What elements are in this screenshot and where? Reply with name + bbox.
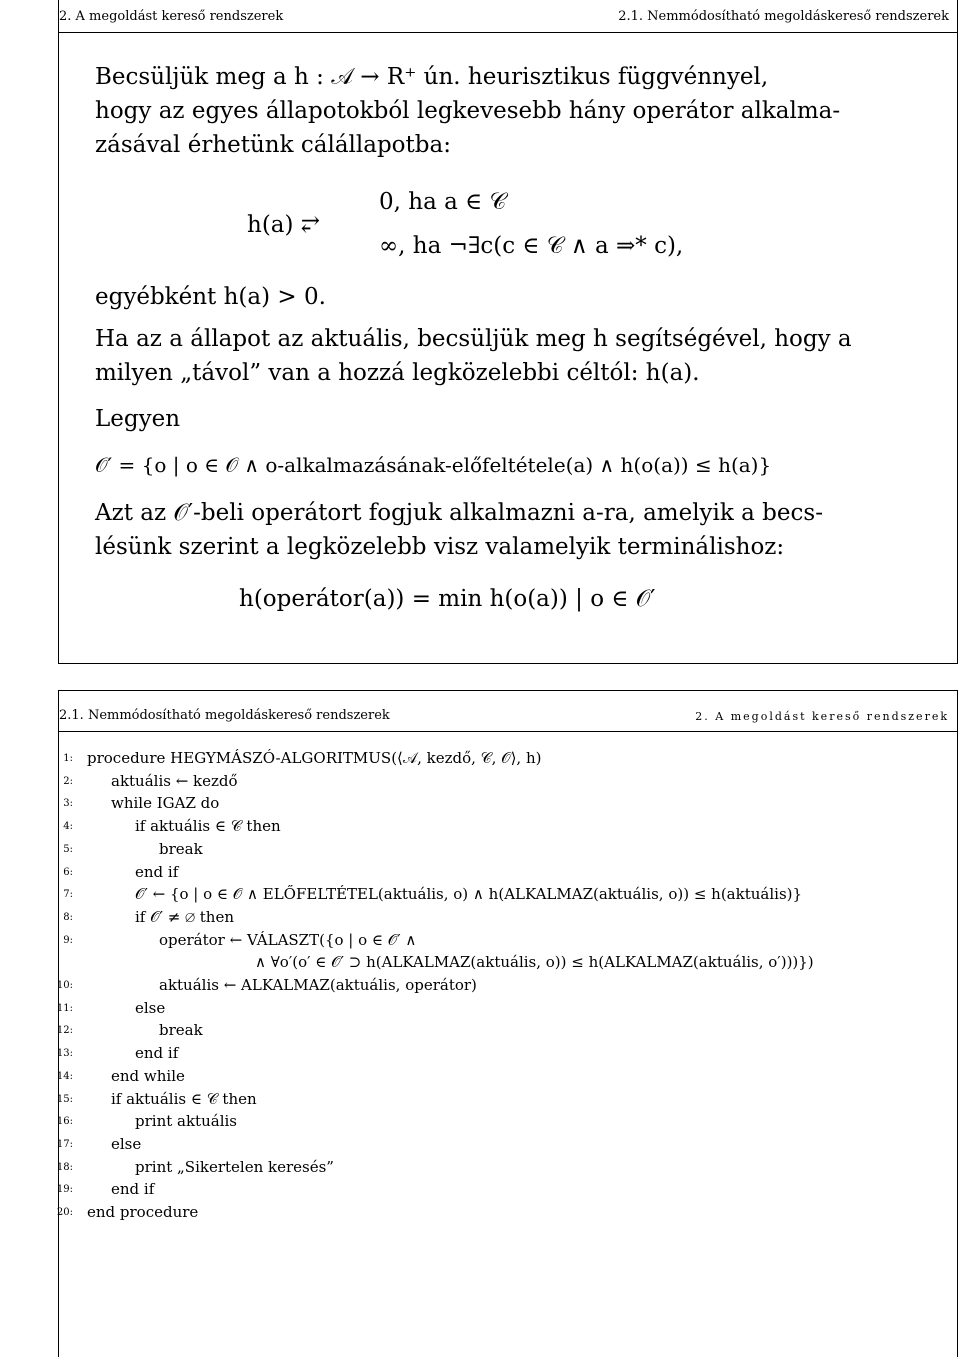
line-number: 16: [56, 1116, 73, 1128]
line-number: 12: [56, 1025, 73, 1037]
line-code: end while [111, 1066, 185, 1085]
line-code: procedure HEGYMÁSZÓ-ALGORITMUS(⟨𝒜, kezdő, 𝒞, 𝒪⟩, h) [87, 749, 542, 767]
legyen-label: Legyen [95, 406, 181, 432]
intro-paragraph [95, 60, 840, 162]
line-number: 8: [63, 911, 73, 923]
second-line-1: Ha az a állapot az aktuális, becsüljük meg h segítségével, hogy a [95, 326, 852, 352]
line-code: print „Sikertelen keresés” [135, 1157, 334, 1176]
line-number: 2: [63, 775, 73, 787]
third-line-2: lésünk szerint a legközelebb visz valamelyik terminálishoz: [95, 534, 785, 560]
line-number: 15: [56, 1093, 73, 1105]
line-code: aktuális ← kezdő [111, 771, 238, 790]
algorithm-line [56, 1112, 959, 1135]
slide-1-header [59, 0, 957, 33]
algorithm-line [56, 1180, 959, 1203]
line-number: 19: [56, 1184, 73, 1196]
line-number: 7: [63, 889, 73, 901]
line-number: 18: [56, 1161, 73, 1173]
line-code: ∧ ∀o′(o′ ∈ 𝒪′ ⊃ h(ALKALMAZ(aktuális, o)) ≤ h(ALKALMAZ(aktuális, o′)))}) [255, 953, 814, 972]
slide-1 [58, 0, 958, 664]
line-number: 6: [63, 866, 73, 878]
slide-1-header-right: 2.1. Nemmódosítható megoldáskereső rendszerek [618, 9, 949, 24]
intro-line-2: hogy az egyes állapotokból legkevesebb hány operátor alkalma- [95, 98, 841, 124]
algorithm-line [56, 1021, 959, 1044]
algorithm-line [56, 1044, 959, 1067]
otherwise-line: egyébként h(a) > 0. [95, 284, 326, 310]
algorithm-line [59, 840, 959, 863]
algorithm-line [59, 953, 959, 976]
line-code: operátor ← VÁLASZT({o | o ∈ 𝒪′ ∧ [159, 930, 417, 949]
line-number: 1: [63, 753, 73, 764]
line-code: end if [135, 862, 179, 881]
algorithm-line [59, 931, 959, 954]
line-number: 3: [63, 798, 73, 810]
third-paragraph [95, 496, 823, 564]
line-number: 14: [56, 1070, 73, 1082]
line-number: 9: [63, 934, 73, 946]
slide-2 [58, 690, 958, 1357]
algorithm-line [59, 749, 959, 772]
line-number: 13: [56, 1048, 73, 1060]
second-paragraph [95, 322, 852, 390]
set-definition: 𝒪′ = {o | o ∈ 𝒪 ∧ o-alkalmazásának-előfeltétele(a) ∧ h(o(a)) ≤ h(a)} [95, 453, 772, 477]
line-code: if aktuális ∈ 𝒞 then [135, 817, 281, 836]
line-code: if 𝒪′ ≠ ∅ then [135, 907, 235, 926]
h-definition-lhs: h(a) ⥂ [247, 212, 321, 238]
algorithm-line [56, 1157, 959, 1181]
algorithm-line [56, 1134, 959, 1158]
line-number: 11: [56, 1002, 73, 1014]
slide-2-header-right: 2. A megoldást kereső rendszerek [695, 710, 949, 723]
h-case-2: ∞, ha ¬∃c(c ∈ 𝒞 ∧ a ⇒* c), [379, 233, 684, 259]
h-case-1: 0, ha a ∈ 𝒞 [379, 189, 507, 215]
line-code: print aktuális [135, 1112, 237, 1131]
slide-2-header-left: 2.1. Nemmódosítható megoldáskereső rendszerek [59, 708, 390, 723]
algorithm-line [56, 976, 959, 999]
slide-2-header [59, 691, 957, 732]
line-number: 10: [56, 980, 73, 991]
algorithm-line [59, 863, 959, 886]
second-line-2: milyen „távol” van a hozzá legközelebbi céltól: h(a). [95, 360, 700, 386]
line-number: 20: [56, 1207, 73, 1218]
algorithm-line [56, 1089, 959, 1113]
intro-line-3: zásával érhetünk cálállapotba: [95, 132, 451, 158]
algorithm-line [59, 817, 959, 840]
algorithm-line [56, 998, 959, 1022]
line-number: 17: [56, 1138, 73, 1150]
algorithm-line [56, 1066, 959, 1090]
algorithm-line [56, 1203, 959, 1226]
line-code: end if [111, 1180, 155, 1199]
line-code: 𝒪′ ← {o | o ∈ 𝒪 ∧ ELŐFELTÉTEL(aktuális, o) ∧ h(ALKALMAZ(aktuális, o)) ≤ h(aktuális)} [135, 885, 803, 904]
line-code: if aktuális ∈ 𝒞 then [111, 1089, 257, 1108]
third-line-1: Azt az 𝒪′-beli operátort fogjuk alkalmazni a-ra, amelyik a becs- [95, 500, 823, 526]
algorithm-line [59, 885, 959, 908]
line-code: else [135, 998, 166, 1017]
line-code: end if [135, 1044, 179, 1063]
line-code: end procedure [87, 1203, 199, 1221]
line-number: 5: [63, 843, 73, 855]
intro-line-1: Becsüljük meg a h : 𝒜 → R⁺ ún. heurisztikus függvénnyel, [95, 64, 769, 90]
slide-1-header-left: 2. A megoldást kereső rendszerek [59, 9, 284, 24]
line-code: else [111, 1134, 142, 1153]
algorithm-line [59, 772, 959, 795]
algorithm-line [59, 794, 959, 817]
algorithm-line [59, 908, 959, 931]
line-code: aktuális ← ALKALMAZ(aktuális, operátor) [159, 976, 477, 994]
line-code: break [159, 1021, 203, 1040]
line-code: while IGAZ do [111, 794, 220, 813]
line-code: break [159, 839, 203, 858]
selection-formula: h(operátor(a)) = min h(o(a)) | o ∈ 𝒪′ [239, 586, 656, 612]
line-number: 4: [63, 821, 73, 833]
